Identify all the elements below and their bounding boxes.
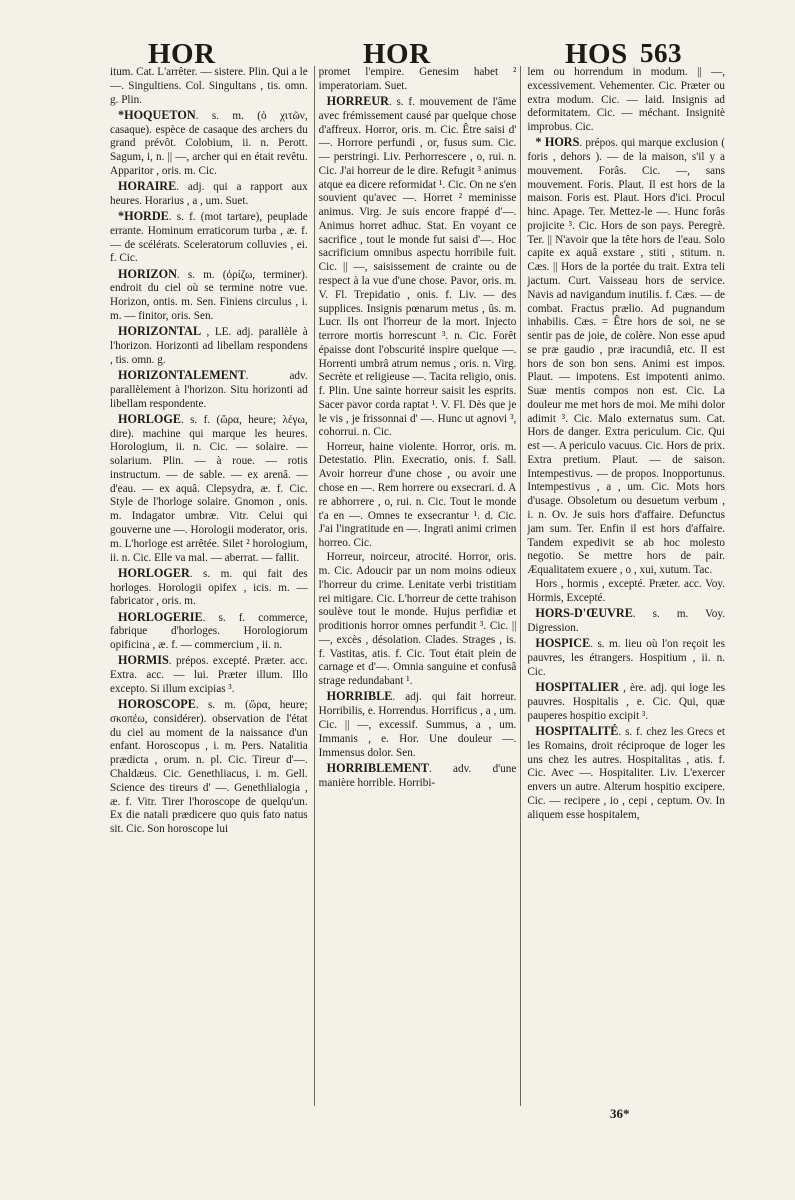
dictionary-entry: HOSPITALIER , ère. adj. qui loge les pauvres. Hospitalis , e. Cic. Qui, quæ pauperes hospitio excipit ³. (527, 680, 726, 722)
dictionary-entry: HORIZON. s. m. (ὁρίζω, terminer). endroit du ciel où se termine notre vue. Horizon, ontis. m. Sen. Finiens circulus , i. m. — finitor, oris. Sen. (110, 266, 308, 323)
dictionary-entry: lem ou horrendum in modum. || —, excessivement. Vehementer. Cic. Præter ou extra modum. Cic. — laid. Insignis ad deformitatem. Cic. — méchant. Insignitè improbus. Cic. (527, 66, 726, 134)
dictionary-entry: HORRIBLEMENT. adv. d'une manière horrible. Horribi- (318, 760, 517, 789)
dictionary-entry: HORAIRE. adj. qui a rapport aux heures. Horarius , a , um. Suet. (110, 179, 308, 207)
dictionary-entry: HORS-D'ŒUVRE. s. m. Voy. Digression. (527, 606, 726, 635)
header-right-word: HOS (565, 38, 628, 70)
headword: HOSPITALITÉ (535, 723, 619, 738)
headword: *HOQUETON (118, 107, 196, 122)
column-right (527, 66, 725, 1106)
column-left (110, 66, 308, 1106)
headword: HORMIS (118, 653, 169, 668)
headword: HOSPITALIER (535, 680, 620, 695)
headword: HORREUR (326, 94, 389, 109)
headword: HORIZON (118, 266, 177, 281)
headword: HORLOGER (118, 565, 190, 580)
dictionary-entry: HORIZONTAL , LE. adj. parallèle à l'horizon. Horizonti ad libellam respondens , tis. omn. g. (110, 324, 308, 366)
column-middle (314, 66, 522, 1106)
dictionary-entry: *HORDE. s. f. (mot tartare), peuplade errante. Hominum erraticorum turba , æ. f. — de scélérats. Sceleratorum colluvies , ei. f. Cic. (110, 209, 308, 265)
dictionary-entry: promet l'empire. Genesim habet ² imperatoriam. Suet. (318, 66, 517, 92)
headword: HORRIBLEMENT (326, 760, 429, 775)
dictionary-entry: HORLOGER. s. m. qui fait des horloges. Horologii opifex , icis. m. — fabricator , oris. m. (110, 565, 308, 608)
dictionary-entry: Hors , hormis , excepté. Præter. acc. Voy. Hormis, Excepté. (527, 578, 726, 605)
dictionary-entry: HORLOGE. s. f. (ὥρα, heure; λέγω, dire). machine qui marque les heures. Horologium, ii. n. Cic. — solaire. — solarium. Plin. — à roue. — rotis instructum. — de sable. — ex arenâ. — d'eau. — ex aquâ. Clepsydra, æ. f. Cic. Style de l'horloge solaire. Gnomon , onis. m. Indagator umbræ. Vitr. Celui qui gouverne une —. Horologii moderator, oris. m. L'horloge est arrêtée. Silet ² horologium, ii. n. Cic. Elle va mal. — aberrat. — fallit. (110, 411, 308, 564)
dictionary-entry: Horreur, noirceur, atrocité. Horror, oris. m. Cic. Adoucir par un nom moins odieux l'horreur du crime. Lenitate verbi tristitiam rei mitigare. Cic. L'horreur de cette trahison soulève tout le monde. Hujus perfidiæ et proditionis horror omnes perfundit ³. Cic. || —, excès , désolation. Clades. Strages , is. f. Vastitas, atis. f. Cic. Tout était plein de carnage et d'—. Omnia sanguine et confusâ strage redundabant ¹. (318, 551, 517, 688)
page-number: 563 (640, 38, 682, 68)
dictionary-entry: HORREUR. s. f. mouvement de l'âme avec frémissement causé par quelque chose d'affreux. Horror, oris. m. Cic. Être saisi d' —. Horrore perfundi , or, fusus sum. Cic. — perstringi. Liv. Perhorrescere , o, rui. n. Cic. J'ai horreur de le dire. Refugit ³ animus atque ea dicere reformidat ¹. Cic. On ne s'en souvient qu'avec —. Horret ² meminisse animus. Virg. Je suis encore frappé d'—. Animus horret adhuc. Stat. En voyant ce sacrifice , tout le monde fut saisi d'—. Hoc sacrificium omnibus aspectu horribile fuit. Cic. || —, saisissement de crainte ou de respect à la vue d'une chose. Pavor, oris. m. V. Fl. Trepidatio , onis. f. Liv. — des supplices. Insignis pœnarum metus , ûs. m. Lucr. Ils ont l'horreur de la mort. Injecto terrore mortis horrescunt ³. n. Cic. Forêt épaisse dont l'obscurité inspire quelque —. Horrenti umbrâ atrum nemus , oris. n. Virg. Secrète et religieuse —. Tacita religio, onis. f. Plin. Une sainte horreur saisit les esprits. Sacer pavor corda raptat ¹. V. Fl. Dès que je le vis , je frissonnai d' —. Hunc ut agnovi ³, cohorrui. n. Cic. (318, 94, 517, 439)
dictionary-entry: HORIZONTALEMENT. adv. parallèlement à l'horizon. Situ horizonti ad libellam respondente. (110, 368, 308, 410)
headword: * HORS (535, 135, 580, 150)
headword: HOSPICE (535, 636, 591, 651)
dictionary-entry: * HORS. prépos. qui marque exclusion ( foris , dehors ). — de la maison, s'il y a mouvement. Forâs. Cic. —, sans mouvement. Foris. Plaut. Il est hors de la maison. Foris est. Plaut. Hors d'ici. Procul hinc. Apage. Ter. Mettez-le —. Hunc forâs projicite ³. Cic. Hors de son pays. Peregrè. Ter. || N'avoir que la tête hors de l'eau. Solo capite ex aquâ exstare , stiti , stitum. n. Cæs. || Hors de la portée du trait. Extra teli jactum. Curt. Vaisseau hors de service. Navis ad navigandum inutilis. f. Cæs. — de combat. Fractus prælio. Ad pugnandum inhabilis. Cæs. = Être hors de soi, ne se sentir pas de joie, de colère. Non esse apud se præ gaudio , præ iracundiâ, etc. Il est hors de son bon sens. Animi est impos. Plaut. — impotens. Est impotenti animo. Suæ mentis compos non est. Cic. La douleur me met hors de moi. Me mihi dolor adimit ³. Cic. Malo externatus sum. Cat. Hors de danger. Extra periculum. Cic. Qui est —. A periculo vacuus. Cic. Hors de prix. Extra pretium. Plaut. — de saison. Intempestivus. — de propos. Inopportunus. Intempestivus , a , um. Cic. Mots hors d'usage. Obsoletum ou desuetum verbum , i. n. Ov. Je suis hors d'affaire. Defunctus jam sum. Ter. Enfin il est hors d'affaire. Tandem expedivit se ab hoc molesto negotio. Se mettre hors de pair. Æqualitatem exuere , o , xui, xutum. Tac. (527, 135, 726, 577)
dictionary-entry: HORRIBLE. adj. qui fait horreur. Horribilis, e. Horrendus. Horrificus , a , um. Cic. || —, excessif. Summus, a , um. Immanis , e. Hor. Une douleur —. Immensus dolor. Sen. (318, 689, 517, 759)
printer-signature-mark: 36* (610, 1106, 630, 1121)
headword: HORRIBLE (326, 689, 393, 704)
dictionary-entry: HORLOGERIE. s. f. commerce, fabrique d'horloges. Horologiorum opificina , æ. f. — commercium , ii. n. (110, 609, 308, 652)
dictionary-entry: HOSPICE. s. m. lieu où l'on reçoit les pauvres, les étrangers. Hospitium , ii. n. Cic. (527, 636, 726, 678)
headword: HORLOGE (118, 411, 181, 426)
headword: HORS-D'ŒUVRE (535, 606, 633, 621)
dictionary-entry: HOSPITALITÉ. s. f. chez les Grecs et les Romains, droit réciproque de loger les uns chez les autres. Hospitalitas , atis. f. Cic. Avec —. Hospitaliter. Liv. L'exercer envers un autre. Alterum hospitio excipere. Cic. — recipere , io , cepi , ceptum. Ov. In aliquem esse hospitalem, (527, 723, 726, 821)
headword: HORLOGERIE (118, 609, 203, 624)
dictionary-entry: HOROSCOPE. s. m. (ὥρα, heure; σκοπέω, considérer). observation de l'état du ciel au moment de la naissance d'un enfant. Horoscopus , i. m. Pers. Natalitia prædicta , orum. n. pl. Cic. Tireur d'—. Chaldæus. Cic. Genethliacus, i. m. Gell. Science des tireurs d' —. Genethlialogia , æ. f. Vitr. Tirer l'horoscope de quelqu'un. Ex die natali prædicere quo quis fato natus sit. Cic. Son horoscope lui (110, 697, 308, 836)
dictionary-entry: itum. Cat. L'arrêter. — sistere. Plin. Qui a le —. Singultiens. Col. Singultans , tis. omn. g. Plin. (110, 66, 308, 106)
dictionary-entry: Horreur, haine violente. Horror, oris. m. Detestatio. Plin. Execratio, onis. f. Sall. Avoir horreur d'une chose , ou avoir une chose en —. Rem horrere ou exsecrari. d. A re abhorrere , o, rui. n. Cic. Tout le monde t'a en —. Omnes te exsecrantur ¹. d. Cic. J'ai l'ingratitude en —. Ingrati animi crimen horreo. Cic. (318, 440, 517, 550)
header-left-word: HOR (148, 38, 216, 70)
dictionary-entry: *HOQUETON. s. m. (ὁ χιτῶν, casaque). espèce de casaque des archers du grand prévôt. Colobium, ii. n. Perott. Sagum, i, n. || —, archer qui en était revêtu. Apparitor , oris. m. Cic. (110, 107, 308, 177)
headword: HORIZONTALEMENT (118, 368, 246, 383)
headword: HORIZONTAL (118, 324, 202, 339)
header-center-word: HOR (363, 38, 431, 70)
headword: *HORDE (118, 209, 169, 224)
text-columns (110, 66, 725, 1106)
headword: HOROSCOPE (118, 697, 196, 712)
dictionary-entry: HORMIS. prépos. excepté. Præter. acc. Extra. acc. — lui. Præter illum. Illo excepto. Si illum excipias ³. (110, 653, 308, 695)
headword: HORAIRE (118, 179, 177, 194)
